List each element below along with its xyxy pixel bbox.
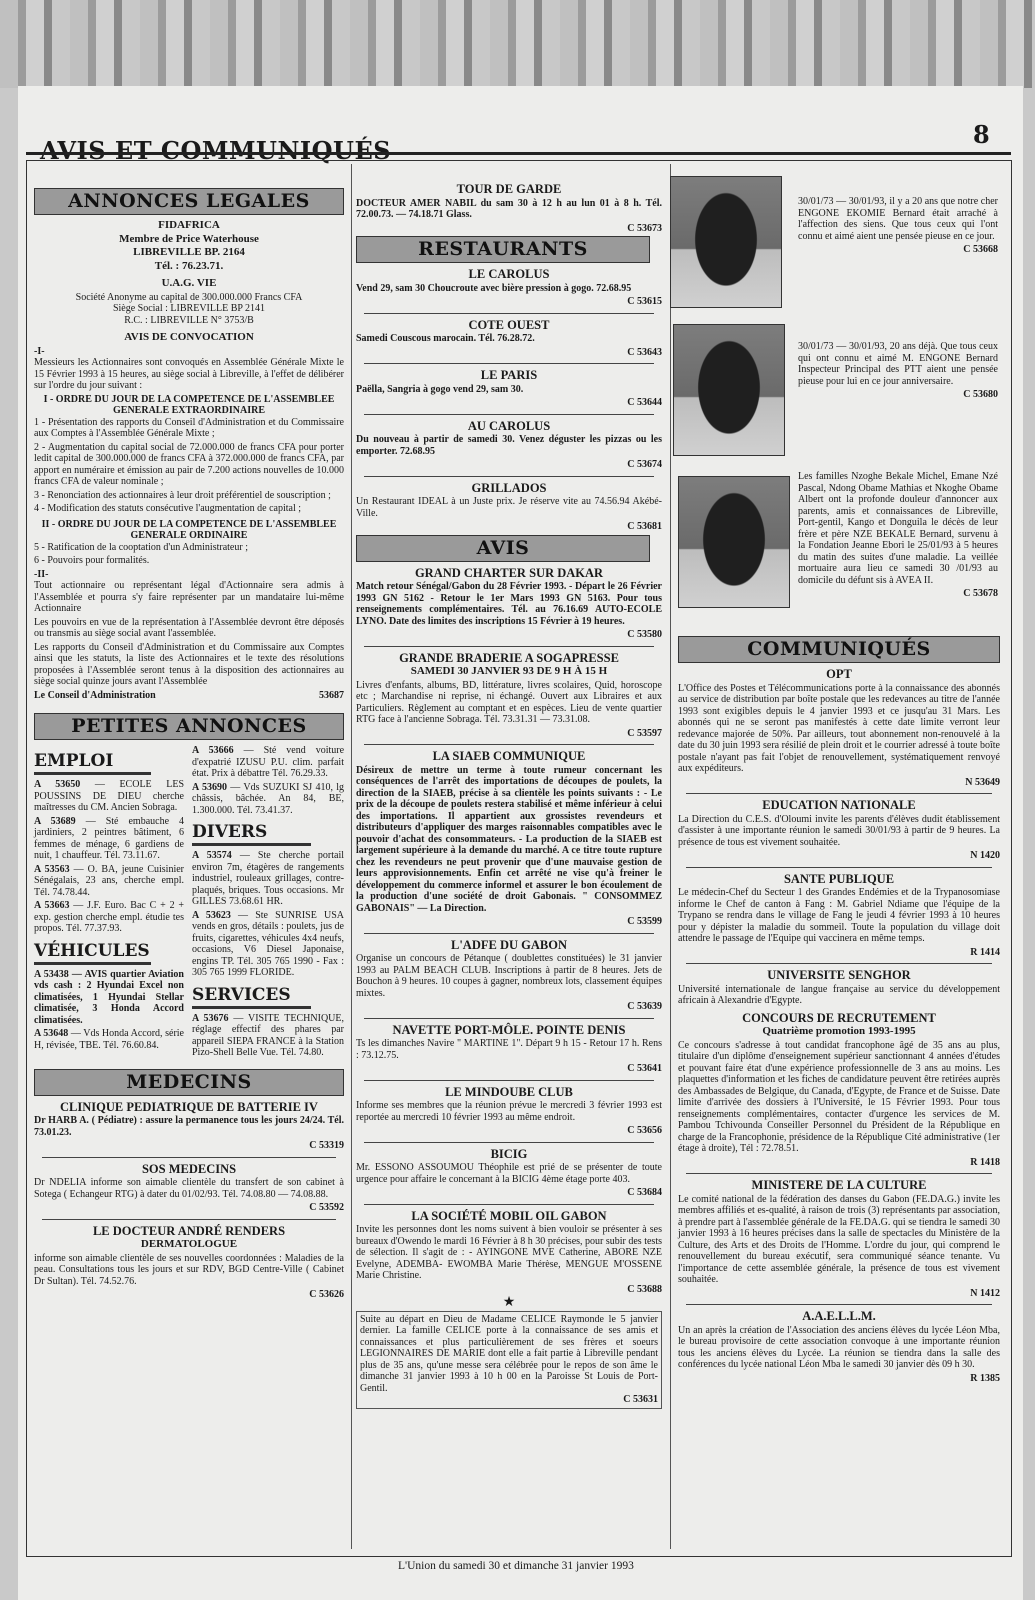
ref-code: C 53639 xyxy=(627,1001,662,1012)
petites-right xyxy=(192,745,344,1061)
ref-code: C 53597 xyxy=(627,727,662,739)
company-line: Société Anonyme au capital de 300.000.000 Francs CFA xyxy=(75,291,303,303)
notice-title: OPT xyxy=(826,667,852,681)
memorial-2 xyxy=(798,341,998,401)
classified-ad: A 53676 — VISITE TECHNIQUE, réglage effectif des phares par appareil SIEPA FRANCE à la Station Pizo-Shell Belle Vue. Tél. 74.80. xyxy=(192,1012,344,1058)
firm-line: LIBREVILLE BP. 2164 xyxy=(133,246,245,258)
firm-line: FIDAFRICA xyxy=(158,219,220,231)
firm-line: Membre de Price Waterhouse xyxy=(119,232,259,245)
ref-code: C 53319 xyxy=(309,1140,344,1151)
classified-ad: A 53648 — Vds Honda Accord, série H, révisée, TBE. Tél. 76.60.84. xyxy=(34,1028,184,1051)
communiques-header: COMMUNIQUÉS xyxy=(678,636,1000,663)
ref-code: C 53673 xyxy=(627,222,662,234)
agenda-item: 2 - Augmentation du capital social de 72.000.000 de francs CFA pour porter ledit capital de 300.000.000 de francs CFA à 372.000.000 de francs CFA, par apport en numéraire et émission au pair de 7.200 actions nouvelles de 10.000 francs CFA de valeur nominale ; xyxy=(34,441,344,487)
body-text: Les rapports du Conseil d'Administration et du Commissaire aux Comptes ainsi que les statuts, la liste des Actionnaires et le texte des résolutions proposées à l'Assemblée seront tenus à la disposition des actionnaires au siège social quinze jours avant l'Assemblée xyxy=(34,641,344,687)
notice-title: MINISTERE DE LA CULTURE xyxy=(751,1178,927,1192)
agenda-item: 4 - Modification des statuts consécutive l'augmentation de capital ; xyxy=(34,503,302,514)
ref-code: 53687 xyxy=(319,689,344,701)
notice-title: AU CAROLUS xyxy=(467,418,551,433)
classified-ad: A 53650 — ECOLE LES POUSSINS DE DIEU cherche maîtresses du CM. Ancien Sobraga. xyxy=(34,779,185,813)
notice-text: Mr. ESSONO ASSOUMOU Théophile est prié de se présenter de toute urgence pour affaire le concernant à la BICIG 4ème étage porte 403. xyxy=(356,1162,662,1185)
restaurants-header: RESTAURANTS xyxy=(356,236,650,263)
classified-ad: A 53690 — Vds SUZUKI SJ 410, lg châssis, bâchée. An 84, BE, 1.300.000. Tél. 73.41.37. xyxy=(192,781,345,816)
ref-code: C 53631 xyxy=(623,1394,658,1405)
notice-title: LE CAROLUS xyxy=(468,267,550,281)
divider xyxy=(364,744,654,745)
ref-code: C 53599 xyxy=(627,916,662,927)
divider xyxy=(686,793,992,794)
notice-text: Suite au départ en Dieu de Madame CELICE Raymonde le 5 janvier dernier. La famille CELICE porte à la connaissance de ses amis et connaissances et plus particulièrement de ses frères et soeurs LEGIONNAIRES DE MARIE dont elle a fait partie à Libreville pendant plus de 35 ans, qu'une messe sera célébrée pour le repos de son âme le dimanche 31 janvier 1993 à 10 h 00 en la Paroisse St Louis de Port-Gentil. xyxy=(360,1313,658,1394)
notice-text: Organise un concours de Pétanque ( doublettes constituées) le 31 janvier 1993 au PALM BEACH CLUB. Inscriptions à partir de 8 heures. Jets de Bouchon à 9 heures. 10 coupes à gagner, nombreux lots, classement équipes mixtes. xyxy=(356,953,662,999)
memorial-1 xyxy=(798,196,998,256)
medecins-header: MEDECINS xyxy=(34,1069,344,1096)
notice-title: GRANDE BRADERIE A SOGAPRESSE xyxy=(399,650,619,665)
notice-text: Le médecin-Chef du Secteur 1 des Grandes Endémies et de la Trypanosomiase informe le Chef de canton à Fang : M. Gabriel Ndiame que l'équipe de la Trypano se rendra dans le village de Fang le jeudi 4 février 1993 à 10 heures pour y dépister la maladie du sommeil. Toute la population du village doit attendre le passage de l'Equipe qui vaccinera en même temps. xyxy=(678,887,1000,944)
notice-title: CLINIQUE PEDIATRIQUE DE BATTERIE IV xyxy=(60,1099,318,1114)
divider xyxy=(686,867,992,868)
order-heading: I - ORDRE DU JOUR DE LA COMPETENCE DE L'ASSEMBLEE GENERALE EXTRAORDINAIRE xyxy=(43,393,335,416)
ref-code: C 53644 xyxy=(627,397,662,408)
convocation-title: AVIS DE CONVOCATION xyxy=(124,331,254,343)
ref-code: N 53649 xyxy=(965,776,1000,788)
divider xyxy=(364,1018,654,1019)
notice-title: GRILLADOS xyxy=(471,480,547,495)
classified-ad: A 53563 — O. BA, jeune Cuisinier Sénégalais, 23 ans, cherche empl. Tél. 74.78.44. xyxy=(34,863,185,898)
ref-code: C 53643 xyxy=(627,346,662,358)
notice-text: Université internationale de langue française au service du développement africain à Alexandrie d'Egypte. xyxy=(678,983,1000,1006)
notice-text: L'Office des Postes et Télécommunications porte à la connaissance des abonnés au service de distribution par boîte postale que les redevances au titre de l'année 1993 sont exigibles depuis le 4 janvier 1993 et ce jusqu'au 31 Mars. Les abonnés qui ne se seront pas manifestés à cette date limite verront leur redevance majorée de 50%. Par ailleurs, tout abonnement non-renouvelé à la date du 30 juin 1993 sera résilié de plein droit et le courrier adressé à toute boîte postale n'ayant pas fait l'objet de renouvellement, systématiquement renvoyé aux expéditeurs. xyxy=(678,682,1000,774)
notice-text: Un an après la création de l'Association des anciens élèves du lycée Léon Mba, le bureau provisoire de cette association convoque à une importante réunion tous les anciens élèves du Lycée. La réunion se tiendra dans la salle des conférences du lycée national Léon Mba le samedi 30 janvier dès 09 h 30. xyxy=(678,1324,1000,1370)
notice-text: Vend 29, sam 30 Choucroute avec bière pression à gogo. 72.68.95 xyxy=(356,282,632,294)
notice-title: LA SIAEB COMMUNIQUE xyxy=(432,749,586,763)
part-label: -I- xyxy=(34,345,45,357)
classified-ad: A 53689 — Sté embauche 4 jardiniers, 2 peintres bâtiment, 6 femmes de ménage, 6 gardiens de nuit, 1 chauffeur. Tél. 73.11.67. xyxy=(34,815,185,861)
notice-title: SANTE PUBLIQUE xyxy=(783,871,895,886)
petites-header: PETITES ANNONCES xyxy=(34,713,344,740)
signature-row xyxy=(34,690,344,702)
divider xyxy=(364,414,654,415)
notice-text: Du nouveau à partir de samedi 30. Venez déguster les pizzas ou les emporter. 72.68.95 xyxy=(356,434,662,457)
divider xyxy=(364,476,654,477)
ref-code: C 53592 xyxy=(309,1202,344,1213)
notice-title: A.A.E.L.L.M. xyxy=(802,1309,876,1323)
classified-ad: A 53663 — J.F. Euro. Bac C + 2 + exp. gestion cherche empl. étudie tes propos. Tél. 77.37.93. xyxy=(34,900,185,934)
notice-title: GRAND CHARTER SUR DAKAR xyxy=(414,565,604,580)
notice-title: UNIVERSITE SENGHOR xyxy=(767,968,911,982)
classified-ad: A 53574 — Ste cherche portail environ 7m, étagères de rangements industriel, rouleaux grillages, contre-plaqués, briques. Tous occasions. Mr GILLES 73.68.61 HR. xyxy=(192,850,345,907)
page-footer: L'Union du samedi 30 et dimanche 31 janvier 1993 xyxy=(398,1560,634,1572)
notice-title: LE DOCTEUR ANDRÉ RENDERS xyxy=(92,1223,286,1238)
body-text: Les pouvoirs en vue de la représentation à l'Assemblée devront être déposés ou transmis au siège social avant l'assemblée. xyxy=(34,616,344,639)
divider xyxy=(364,646,654,647)
scan-top-band xyxy=(0,0,1035,88)
subhead-bar xyxy=(34,772,151,775)
middle-column xyxy=(356,178,662,1411)
notice-subtitle: Quatrième promotion 1993-1995 xyxy=(762,1025,916,1037)
notice-title: BICIG xyxy=(490,1146,528,1161)
notice-text: Dr NDELIA informe son aimable clientèle du transfert de son cabinet à Sotega ( Echangeur RTG) à dater du 01/02/93. Tél. 74.08.80 — 74.08.88. xyxy=(34,1177,344,1200)
notice-text: Ce concours s'adresse à tout candidat francophone âgé de 35 ans au plus, titulaire d'un diplôme d'enseignement supérieur sanctionnant 4 années d'études et pouvant faire état d'une expérience professionnelle de 3 ans au moins. Les plaquettes d'information et les fiches de candidature peuvent être retirées auprès des Ambassades de Belgique, du Canada, d'Egypte, de France et de Suisse. Date limite d'arrivée des dossiers à l'Université, le 15 Février 1993. Pour tous renseignements complémentaires, contacter d'urgence les services de M. Pambou Tchivounda Conseiller Personnel du Président de la République en charge de la Francophonie, présidence de la République Cité administrative (1er étage à droite), Tél : 72.78.51. xyxy=(678,1039,1000,1154)
agenda-item: 3 - Renonciation des actionnaires à leur droit préférentiel de souscription ; xyxy=(34,489,331,501)
notice-title: L'ADFE DU GABON xyxy=(451,937,567,952)
vehicules-title: VÉHICULES xyxy=(34,940,150,961)
ref-code: C 53688 xyxy=(627,1283,662,1295)
notice-text: Match retour Sénégal/Gabon du 28 Février 1993. - Départ le 26 Février 1993 GN 5162 - Retour le 1er Mars 1993 GN 5163. Pour tous renseignements complémentaires. Tél. au 76.16.69 AUTO-ECOLE LYNO. Date des limites des inscriptions 15 Février à 19 heures. xyxy=(356,581,662,627)
notice-text: Ts les dimanches Navire " MARTINE 1". Départ 9 h 15 - Retour 17 h. Rens : 73.12.75. xyxy=(356,1038,662,1061)
page-number: 8 xyxy=(973,120,990,149)
portrait-photo xyxy=(678,476,790,608)
agenda-item: 1 - Présentation des rapports du Conseil d'Administration et du Commissaire aux Comptes à l'Assemblée Générale Mixte ; xyxy=(34,416,344,439)
ref-code: C 53615 xyxy=(627,296,662,307)
subhead-bar xyxy=(192,843,311,846)
notice-text: 30/01/73 — 30/01/93, il y a 20 ans que notre cher ENGONE EKOMIE Bernard était arraché à l'affection des siens. Que tous ceux qui l'ont connu et aimé aient une pensée pieuse en ce jour. xyxy=(798,196,998,242)
firm-line: Tél. : 76.23.71. xyxy=(154,259,224,272)
notice-text: 30/01/73 — 30/01/93, 20 ans déjà. Que tous ceux qui ont connu et aimé M. ENGONE Bernard Inspecteur Principal des PTT aient une pensée pieuse pour lui en ce jour anniversaire. xyxy=(798,341,998,387)
notice-text: informe son aimable clientèle de ses nouvelles coordonnées : Maladies de la peau. Consultations tous les jours et sur RDV, BGD Centre-Ville ( Cabinet Dr Sultan). Tél. 74.52.76. xyxy=(34,1252,344,1287)
divider xyxy=(364,1142,654,1143)
notice-title: SOS MEDECINS xyxy=(141,1161,237,1176)
notice-title: COTE OUEST xyxy=(468,317,550,332)
notice-text: Samedi Couscous marocain. Tél. 76.28.72. xyxy=(356,333,535,344)
ref-code: C 53580 xyxy=(627,629,662,640)
subhead-bar xyxy=(34,962,151,965)
notice-text: La Direction du C.E.S. d'Oloumi invite les parents d'élèves dudit établissement d'assister à une importante réunion le samedi 30/01/93 à partir de 9 heures. La présence de tous est vivement souhaitée. xyxy=(678,813,1000,848)
petites-left xyxy=(34,745,184,1061)
divers-title: DIVERS xyxy=(192,822,268,842)
body-text: Messieurs les Actionnaires sont convoqués en Assemblée Générale Mixte le 15 Février 1993 à 15 heures, au siège social à Libreville, à l'effet de délibérer sur l'ordre du jour suivant : xyxy=(34,357,344,391)
divider xyxy=(42,1219,336,1220)
left-column xyxy=(34,186,344,1301)
divider xyxy=(686,1304,992,1305)
classified-ad: A 53623 — Ste SUNRISE USA vends en gros, détails : poulets, jus de fruits, cigarettes, véhicules 4x4 neufs, occasions, V6 Diesel Japonaise, engins TP. Tél. 305 765 1990 - Fax : 305 765 1999 FLORIDE. xyxy=(192,909,344,978)
notice-text: Le comité national de la fédération des danses du Gabon (FE.DA.G.) invite les membres affiliés et es-qualité, à raison de trois (3) représentants par association, à prendre part à l'assemblée générale de la FE.DA.G. qui se tiendra le samedi 30 janvier 1993 à 16 heures précises dans la salle de spectacles du Ministère de la Culture, des Arts et des Droits de l'Homme. L'ordre du jour, qui comprend le renouvellement du bureau exécutif, sera communiqué séance tenante. Vu l'importance de cette assemblée générale, la présence de tous est vivement souhaitée. xyxy=(678,1193,1000,1285)
right-column xyxy=(678,634,1000,1384)
notice-title: LA SOCIÉTÉ MOBIL OIL GABON xyxy=(411,1208,607,1223)
notice-title: LE PARIS xyxy=(480,368,538,382)
ref-code: C 53674 xyxy=(627,459,662,470)
ref-code: N 1412 xyxy=(970,1287,1000,1299)
notice-text: Invite les personnes dont les noms suivent à bien vouloir se présenter à ses bureaux d'Owendo le mardi 16 Février à 8 h 30 précises, pour subir des tests de sélection. Il s'agit de : - AYINGONE MVE Catherine, ABORE NZE Evelyne, ADEMBA- EWOMBA Marie Thérèse, MENGUE M'OSSENE Marie Christine. xyxy=(356,1224,662,1281)
ref-code: C 53680 xyxy=(963,389,998,400)
company-line: U.A.G. VIE xyxy=(161,277,217,289)
ref-code: R 1385 xyxy=(970,1372,1000,1384)
company-line: R.C. : LIBREVILLE N° 3753/B xyxy=(124,314,254,326)
notice-title: EDUCATION NATIONALE xyxy=(762,798,916,812)
legal-header: ANNONCES LEGALES xyxy=(34,188,344,215)
ref-code: C 53684 xyxy=(627,1187,662,1198)
notice-text: DOCTEUR AMER NABIL du sam 30 à 12 h au lun 01 à 8 h. Tél. 72.00.73. — 74.18.71 Glass. xyxy=(356,197,662,220)
signature: Le Conseil d'Administration xyxy=(34,689,156,701)
classified-ad: A 53666 — Sté vend voiture d'expatrié IZUSU P.U. clim. parfait état. Prix à débattre Tél. 76.29.33. xyxy=(192,745,345,779)
ref-code: C 53626 xyxy=(309,1289,344,1300)
services-title: SERVICES xyxy=(192,984,291,1005)
obituary-box xyxy=(356,1311,662,1409)
divider xyxy=(42,1157,336,1158)
agenda-item: 6 - Pouvoirs pour formalités. xyxy=(34,555,150,566)
notice-text: Informe ses membres que la réunion prévue le mercredi 3 février 1993 est reportée au mercredi 10 février 1993 au même endroit. xyxy=(356,1100,662,1123)
newspaper-page xyxy=(18,86,1023,1600)
agenda-item: 5 - Ratification de la cooptation d'un Administrateur ; xyxy=(34,541,248,553)
body-text: Tout actionnaire ou représentant légal d'Actionnaire sera admis à l'Assemblée et pourra s'y faire représenter par un mandataire lui-même Actionnaire xyxy=(34,580,344,614)
company-line: Siège Social : LIBREVILLE BP 2141 xyxy=(112,303,266,314)
ref-code: C 53678 xyxy=(963,588,998,599)
notice-title: NAVETTE PORT-MÔLE. POINTE DENIS xyxy=(392,1022,626,1037)
notice-text: Les familles Nzoghe Bekale Michel, Emane Nzé Pascal, Ndong Obame Mathias et Nkoghe Obame Albert ont la profonde douleur d'annoncer aux parents, amis et connaissances de Libreville, Port-gentil, Kango et Donguila le décès de leur frère et père NZE BEKALE Bernard, survenu à la Fondation Jeanne Ebori le 25/01/93 à 5 heures du matin des suites d'une maladie. La veillée mortuaire aura lieu ce samedi 30 /01/93 au domicile du défunt sis à AVEA II. xyxy=(798,471,998,586)
ref-code: C 53656 xyxy=(627,1125,662,1136)
divider xyxy=(686,963,992,964)
ref-code: R 1418 xyxy=(970,1156,1000,1168)
ref-code: C 53668 xyxy=(963,244,998,255)
notice-title: CONCOURS DE RECRUTEMENT xyxy=(742,1010,936,1025)
notice-text: Dr HARB A. ( Pédiatre) : assure la permanence tous les jours 24/24. Tél. 73.01.23. xyxy=(34,1115,344,1138)
ref-code: N 1420 xyxy=(970,850,1000,861)
ref-code: R 1414 xyxy=(970,946,1000,958)
notice-title: LE MINDOUBE CLUB xyxy=(445,1084,573,1099)
notice-subtitle: SAMEDI 30 JANVIER 93 DE 9 H À 15 H xyxy=(410,665,608,677)
portrait-photo xyxy=(673,324,785,456)
petites-grid xyxy=(34,745,344,1061)
notice-text: Paëlla, Sangria à gogo vend 29, sam 30. xyxy=(356,383,524,395)
divider xyxy=(686,1173,992,1174)
notice-text: Un Restaurant IDEAL à un Juste prix. Je réserve vite au 74.56.94 Akébé-Ville. xyxy=(356,496,662,519)
part-label: -II- xyxy=(34,568,49,580)
memorial-3 xyxy=(798,471,998,600)
divider xyxy=(364,313,654,314)
classified-ad: A 53438 — AVIS quartier Aviation vds cash : 2 Hyundai Excel non climatisées, 1 Hyundai Stellar climatisée, 3 Honda Accord climatisées. xyxy=(34,968,184,1026)
ref-code: C 53681 xyxy=(627,521,662,532)
divider xyxy=(364,363,654,364)
notice-subtitle: DERMATOLOGUE xyxy=(140,1238,238,1250)
notice-title: TOUR DE GARDE xyxy=(456,182,562,196)
section-title: AVIS ET COMMUNIQUÉS xyxy=(40,136,392,165)
divider xyxy=(364,1080,654,1081)
divider xyxy=(364,933,654,934)
emploi-title: EMPLOI xyxy=(34,751,114,771)
notice-text: Désireux de mettre un terme à toute rumeur concernant les conséquences de l'arrêt des importations de découpes de poulets, la direction de la SIAEB, précise à sa clientèle les points suivants : - Le prix de la découpe de poulets restera stabilisé et même inférieur à celui des importations. Il appartient aux grossistes revendeurs et distributeurs d'appliquer des marges raisonnables compatibles avec le pouvoir d'achat des consommateurs. - La production de la SIAEB est largement supérieure à la demande du marché. A ce titre toute rupture chez les revendeurs ne peut provenir que d'une mauvaise gestion de leurs approvisionnements. Enfin cet arrêté ne vise qu'à freiner le développement du commerce informel et assurer le bon écoulement de la production d'une société de droit Gabonais. " CONSOMMEZ GABONAIS" — La Direction. xyxy=(356,764,662,914)
notice-text: Livres d'enfants, albums, BD, littérature, livres scolaires, Quid, horoscope etc ; Marchandise ni reprise, ni échangé. Ouvert aux Libraires et aux Particuliers. Règlement au comptant et en espèces. Lieu de vente quartier RTG face à l'ancienne Sobraga. Tél. 73.31.31 — 73.31.08. xyxy=(356,679,662,725)
divider xyxy=(364,1204,654,1205)
header-rule xyxy=(26,152,1011,155)
avis-header: AVIS xyxy=(356,535,650,562)
star-icon: ★ xyxy=(502,1295,516,1310)
portrait-photo xyxy=(670,176,782,308)
ref-code: C 53641 xyxy=(627,1063,662,1074)
subhead-bar xyxy=(192,1006,311,1009)
column-divider xyxy=(670,164,671,1549)
column-divider xyxy=(351,164,352,1549)
order-heading: II - ORDRE DU JOUR DE LA COMPETENCE DE L'ASSEMBLEE GENERALE ORDINAIRE xyxy=(41,518,337,541)
